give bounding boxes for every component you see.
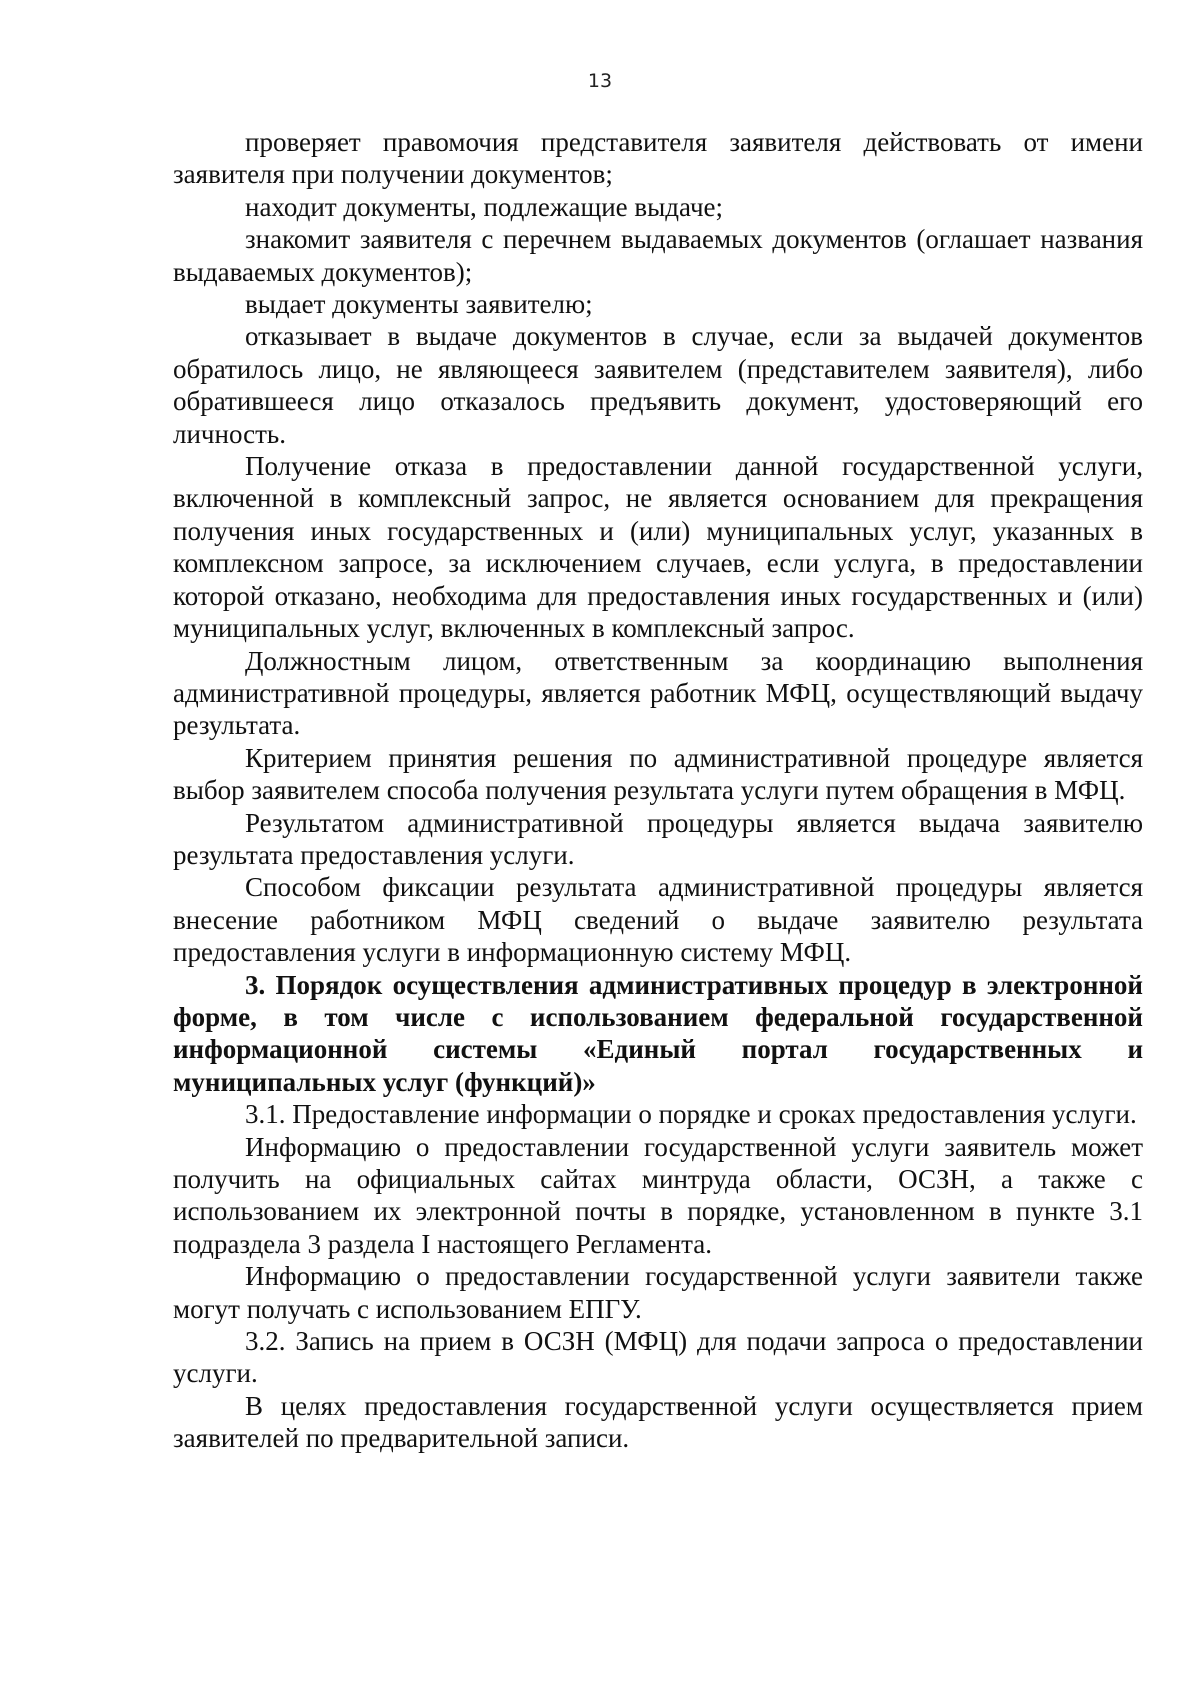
paragraph: проверяет правомочия представителя заявителя действовать от имени заявителя при получении документов; bbox=[173, 127, 1143, 190]
paragraph: выдает документы заявителю; bbox=[245, 289, 593, 320]
paragraph: Получение отказа в предоставлении данной государственной услуги, включенной в комплексный запрос, не является основанием для прекращения получения иных государственных и (или) муниципальных услуг, указанных в комплексном запросе, за исключением случаев, если услуга, в предоставлении которой отказано, необходима для предоставления иных государственных и (или) муниципальных услуг, включенных в комплексный запрос. bbox=[173, 451, 1143, 644]
paragraph: Информацию о предоставлении государственной услуги заявитель может получить на официальных сайтах минтруда области, ОСЗН, а также с использованием их электронной почты в порядке, установленном в пункте 3.1 подраздела 3 раздела I настоящего Регламента. bbox=[173, 1131, 1143, 1259]
section-heading: 3. Порядок осуществления административных процедур в электронной форме, в том числе с использованием федеральной государственной информационной системы «Единый портал государственных и муниципальных услуг (функций)» bbox=[173, 969, 1143, 1097]
paragraph: находит документы, подлежащие выдаче; bbox=[245, 191, 724, 222]
paragraph: 3.2. Запись на прием в ОСЗН (МФЦ) для подачи запроса о предоставлении услуги. bbox=[173, 1326, 1143, 1389]
paragraph: Должностным лицом, ответственным за координацию выполнения административной процедуры, является работник МФЦ, осуществляющий выдачу результата. bbox=[173, 645, 1143, 741]
paragraph: отказывает в выдаче документов в случае, если за выдачей документов обратилось лицо, не являющееся заявителем (представителем заявителя), либо обратившееся лицо отказалось предъявить документ, удостоверяющий его личность. bbox=[173, 321, 1143, 449]
paragraph: Результатом административной процедуры является выдача заявителю результата предоставления услуги. bbox=[173, 807, 1143, 870]
paragraph: Критерием принятия решения по административной процедуре является выбор заявителем способа получения результата услуги путем обращения в МФЦ. bbox=[173, 742, 1143, 806]
paragraph: 3.1. Предоставление информации о порядке и сроках предоставления услуги. bbox=[245, 1099, 1137, 1130]
document-body bbox=[173, 126, 1143, 1455]
paragraph: В целях предоставления государственной услуги осуществляется прием заявителей по предварительной записи. bbox=[173, 1390, 1143, 1454]
paragraph: знакомит заявителя с перечнем выдаваемых документов (оглашает названия выдаваемых документов); bbox=[173, 224, 1143, 287]
paragraph: Информацию о предоставлении государственной услуги заявители также могут получать с использованием ЕПГУ. bbox=[173, 1261, 1143, 1324]
paragraph: Способом фиксации результата административной процедуры является внесение работником МФЦ сведений о выдаче заявителю результата предоставления услуги в информационную систему МФЦ. bbox=[173, 872, 1143, 968]
page-number: 13 bbox=[587, 70, 613, 92]
